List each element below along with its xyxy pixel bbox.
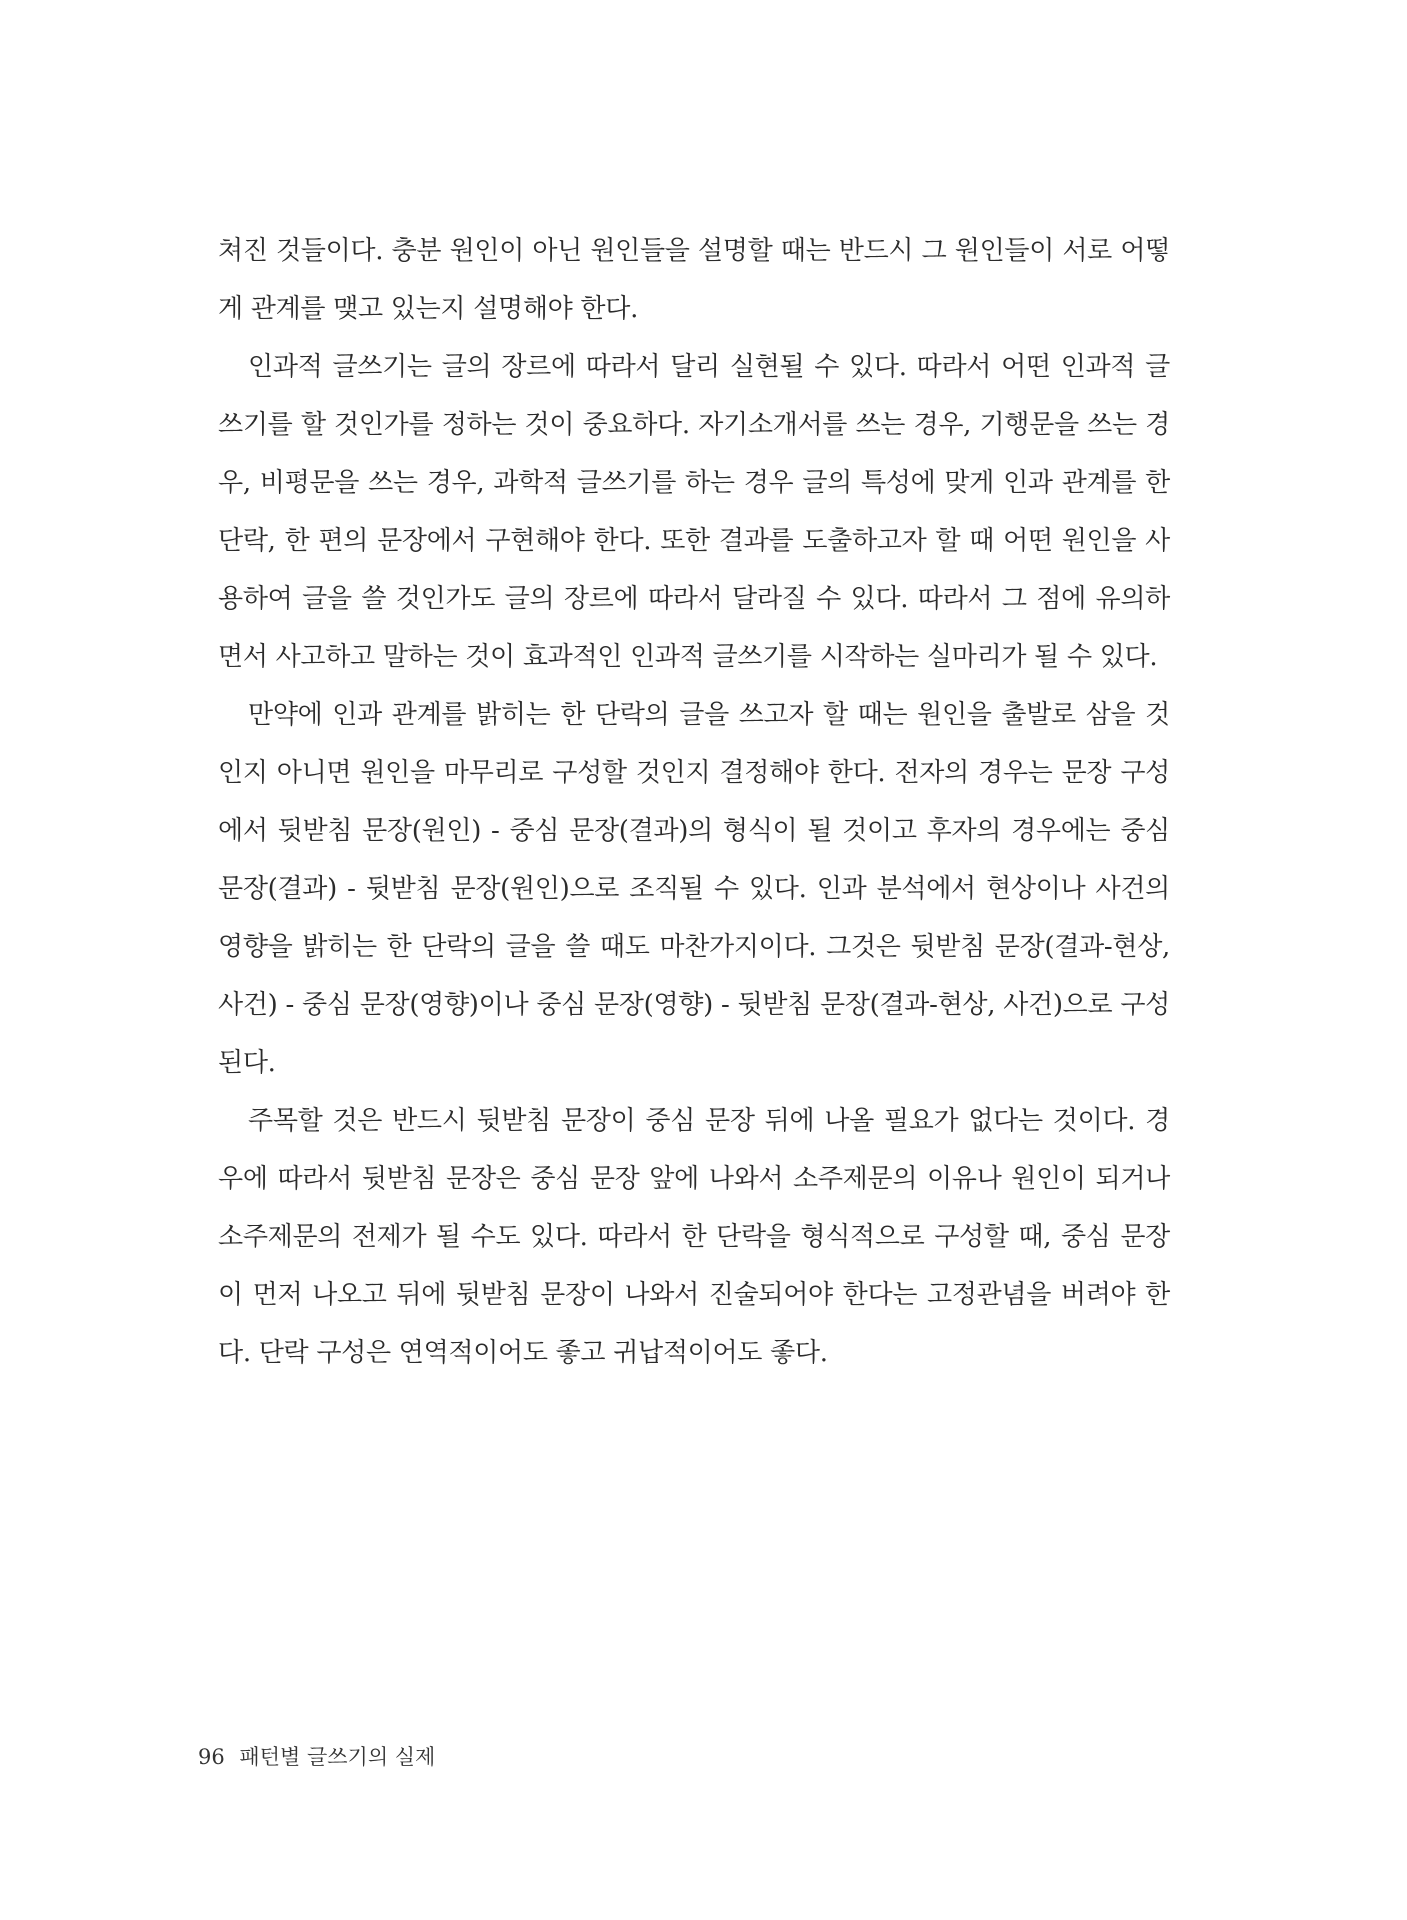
paragraph-continued: 쳐진 것들이다. 충분 원인이 아닌 원인들을 설명할 때는 반드시 그 원인들이 서로 어떻게 관계를 맺고 있는지 설명해야 한다. (218, 236, 1170, 324)
paragraph: 만약에 인과 관계를 밝히는 한 단락의 글을 쓰고자 할 때는 원인을 출발로 삼을 것인지 아니면 원인을 마무리로 구성할 것인지 결정해야 한다. 전자의 경우는 문장 구성에서 뒷받침 문장(원인) - 중심 문장(결과)의 형식이 될 것이고 후자의 경우에는 중심 문장(결과) - 뒷받침 문장(원인)으로 조직될 수 있다. 인과 분석에서 현상이나 사건의 영향을 밝히는 한 단락의 글을 쓸 때도 마찬가지이다. 그것은 뒷받침 문장(결과-현상, 사건) - 중심 문장(영향)이나 중심 문장(영향) - 뒷받침 문장(결과-현상, 사건)으로 구성된다. (218, 700, 1170, 1078)
paragraph: 주목할 것은 반드시 뒷받침 문장이 중심 문장 뒤에 나올 필요가 없다는 것이다. 경우에 따라서 뒷받침 문장은 중심 문장 앞에 나와서 소주제문의 이유나 원인이 되거나 소주제문의 전제가 될 수도 있다. 따라서 한 단락을 형식적으로 구성할 때, 중심 문장이 먼저 나오고 뒤에 뒷받침 문장이 나와서 진술되어야 한다는 고정관념을 버려야 한다. 단락 구성은 연역적이어도 좋고 귀납적이어도 좋다. (218, 1106, 1170, 1368)
body-text (218, 222, 1170, 1382)
paragraph: 인과적 글쓰기는 글의 장르에 따라서 달리 실현될 수 있다. 따라서 어떤 인과적 글쓰기를 할 것인가를 정하는 것이 중요하다. 자기소개서를 쓰는 경우, 기행문을 쓰는 경우, 비평문을 쓰는 경우, 과학적 글쓰기를 하는 경우 글의 특성에 맞게 인과 관계를 한 단락, 한 편의 문장에서 구현해야 한다. 또한 결과를 도출하고자 할 때 어떤 원인을 사용하여 글을 쓸 것인가도 글의 장르에 따라서 달라질 수 있다. 따라서 그 점에 유의하면서 사고하고 말하는 것이 효과적인 인과적 글쓰기를 시작하는 실마리가 될 수 있다. (218, 352, 1170, 672)
running-title: 패턴별 글쓰기의 실제 (239, 1745, 436, 1769)
page-footer (198, 1741, 435, 1771)
page-number: 96 (198, 1745, 225, 1769)
